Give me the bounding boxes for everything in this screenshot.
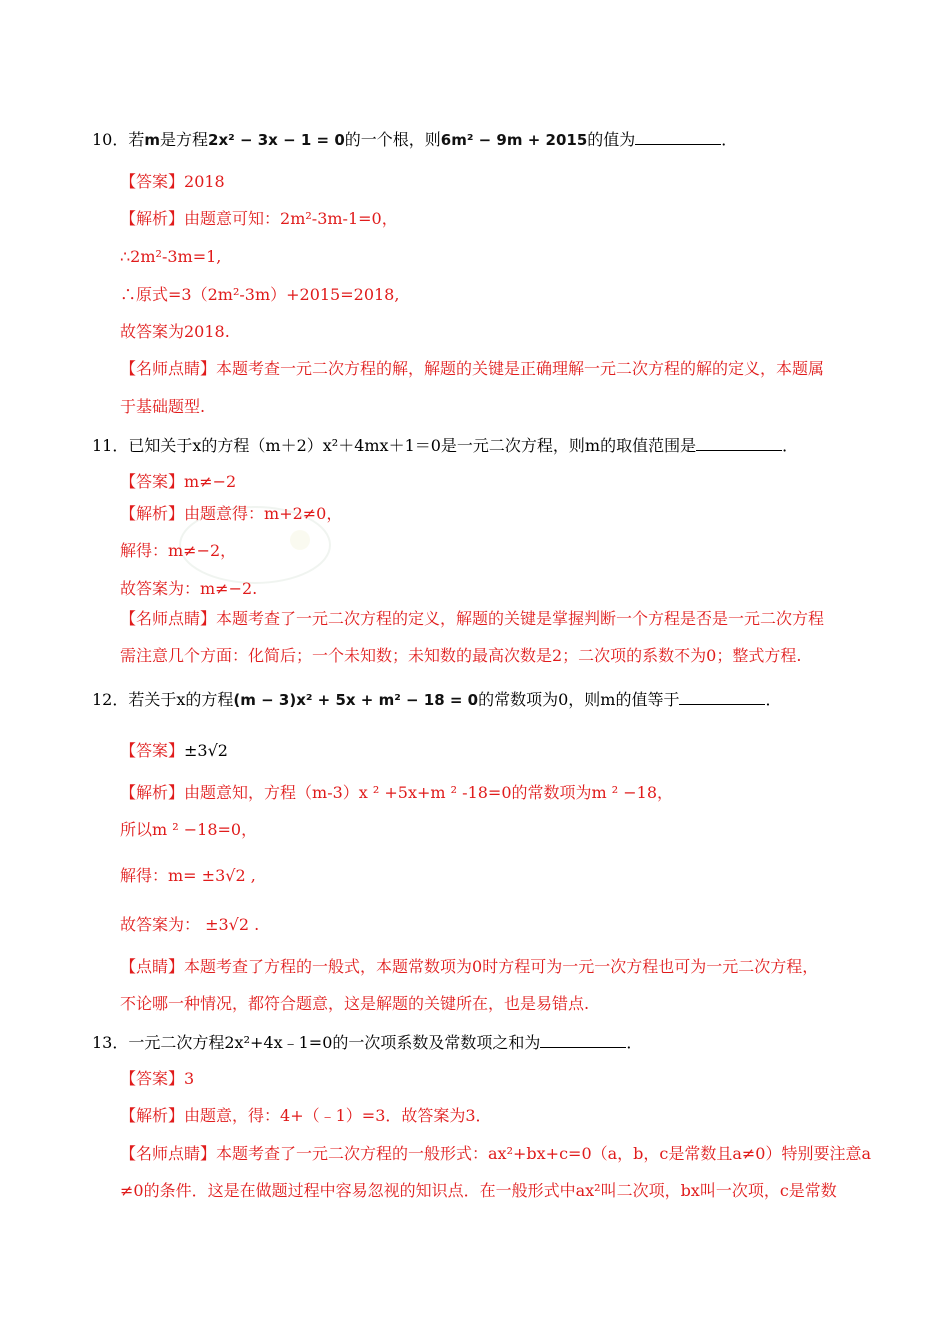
comment-label: 【名师点睛】 xyxy=(120,359,217,378)
text: 的值为 xyxy=(587,130,636,149)
text: 的常数项为0，则m的值等于 xyxy=(478,690,680,709)
analysis-text: 由题意知，方程（m-3）x ² +5x+m ² -18=0的常数项为m ² −18， xyxy=(184,783,674,802)
text: 的一个根，则 xyxy=(344,130,441,149)
answer-line xyxy=(120,1068,194,1090)
comment-label: 【名师点睛】 xyxy=(120,609,217,628)
math-expression: 6m² − 9m + 2015 xyxy=(440,131,588,149)
analysis-label: 【解析】 xyxy=(120,504,185,523)
analysis-step: 解得：m≠−2， xyxy=(120,541,237,560)
text: 若 xyxy=(128,130,145,149)
text: ． xyxy=(626,1033,643,1052)
analysis-step: ∴原式=3（2m²-3m）+2015=2018, xyxy=(120,285,400,304)
math-equation: (m − 3)x² + 5x + m² − 18 = 0 xyxy=(233,691,479,709)
question-number: 13． xyxy=(92,1033,129,1052)
comment-line xyxy=(120,358,824,380)
answer-value: m≠−2 xyxy=(184,472,237,491)
comment-label: 【点睛】 xyxy=(120,957,185,976)
math-equation: 2x² − 3x − 1 = 0 xyxy=(208,131,345,149)
question-number: 11． xyxy=(92,436,129,455)
analysis-step: ∴2m²-3m=1, xyxy=(120,247,222,266)
answer-line xyxy=(120,471,236,493)
answer-label: 【答案】 xyxy=(120,172,185,191)
analysis-step: 所以m ² −18=0， xyxy=(120,820,258,839)
comment-text: 本题考查了方程的一般式，本题常数项为0时方程可为一元一次方程也可为一元二次方程， xyxy=(184,957,819,976)
answer-line xyxy=(120,740,228,762)
text: ． xyxy=(765,690,782,709)
analysis-line xyxy=(120,503,342,525)
analysis-line xyxy=(120,208,398,230)
comment-line: 于基础题型. xyxy=(120,397,206,416)
text: 若关于x的方程 xyxy=(128,690,234,709)
analysis-step: 故答案为2018. xyxy=(120,322,230,341)
analysis-text: 由题意可知：2m²-3m-1=0， xyxy=(184,209,398,228)
question-number: 10． xyxy=(92,130,129,149)
analysis-text: 由题意得：m+2≠0， xyxy=(184,504,343,523)
text: ． xyxy=(721,130,738,149)
question-number: 12． xyxy=(92,690,129,709)
text: 是方程 xyxy=(160,130,209,149)
question-text: 一元二次方程2x²+4x﹣1=0的一次项系数及常数项之和为 xyxy=(128,1033,541,1052)
question-12 xyxy=(92,688,782,711)
answer-line xyxy=(120,171,225,193)
comment-text: 本题考查了一元二次方程的定义，解题的关键是掌握判断一个方程是否是一元二次方程 xyxy=(216,609,825,628)
question-10 xyxy=(92,128,737,151)
question-11 xyxy=(92,434,798,457)
comment-line xyxy=(120,608,824,630)
comment-text: 本题考查一元二次方程的解，解题的关键是正确理解一元二次方程的解的定义，本题属 xyxy=(216,359,825,378)
analysis-step: 解得：m= ±3√2 , xyxy=(120,866,256,885)
analysis-label: 【解析】 xyxy=(120,1106,185,1125)
math-inline: m xyxy=(144,131,161,149)
analysis-step: 故答案为：m≠−2. xyxy=(120,579,258,598)
answer-blank[interactable] xyxy=(679,688,765,705)
answer-label: 【答案】 xyxy=(120,472,185,491)
question-text: 已知关于x的方程（m＋2）x²＋4mx＋1＝0是一元二次方程，则m的取值范围是 xyxy=(128,436,697,455)
answer-blank[interactable] xyxy=(696,434,782,451)
comment-label: 【名师点睛】 xyxy=(120,1144,217,1163)
analysis-label: 【解析】 xyxy=(120,783,185,802)
answer-value: ±3√2 xyxy=(184,741,228,760)
analysis-line xyxy=(120,1105,492,1127)
analysis-line xyxy=(120,782,673,804)
comment-line: ≠0的条件．这是在做题过程中容易忽视的知识点．在一般形式中ax²叫二次项，bx叫一次项，c是常数 xyxy=(120,1181,837,1200)
comment-line: 不论哪一种情况，都符合题意，这是解题的关键所在，也是易错点. xyxy=(120,994,590,1013)
answer-value: 3 xyxy=(184,1069,195,1088)
answer-blank[interactable] xyxy=(635,128,721,145)
comment-text: 本题考查了一元二次方程的一般形式：ax²+bx+c=0（a，b，c是常数且a≠0）特别要注意a xyxy=(216,1144,872,1163)
answer-label: 【答案】 xyxy=(120,741,185,760)
text: ． xyxy=(782,436,799,455)
analysis-text: 由题意，得：4+（﹣1）=3．故答案为3． xyxy=(184,1106,492,1125)
answer-blank[interactable] xyxy=(540,1031,626,1048)
comment-line xyxy=(120,956,818,978)
comment-line: 需注意几个方面：化简后；一个未知数；未知数的最高次数是2；二次项的系数不为0；整式方程. xyxy=(120,646,802,665)
answer-label: 【答案】 xyxy=(120,1069,185,1088)
analysis-step: 故答案为： ±3√2 . xyxy=(120,915,260,934)
analysis-label: 【解析】 xyxy=(120,209,185,228)
answer-value: 2018 xyxy=(184,172,225,191)
comment-line xyxy=(120,1143,871,1165)
question-13 xyxy=(92,1031,642,1054)
